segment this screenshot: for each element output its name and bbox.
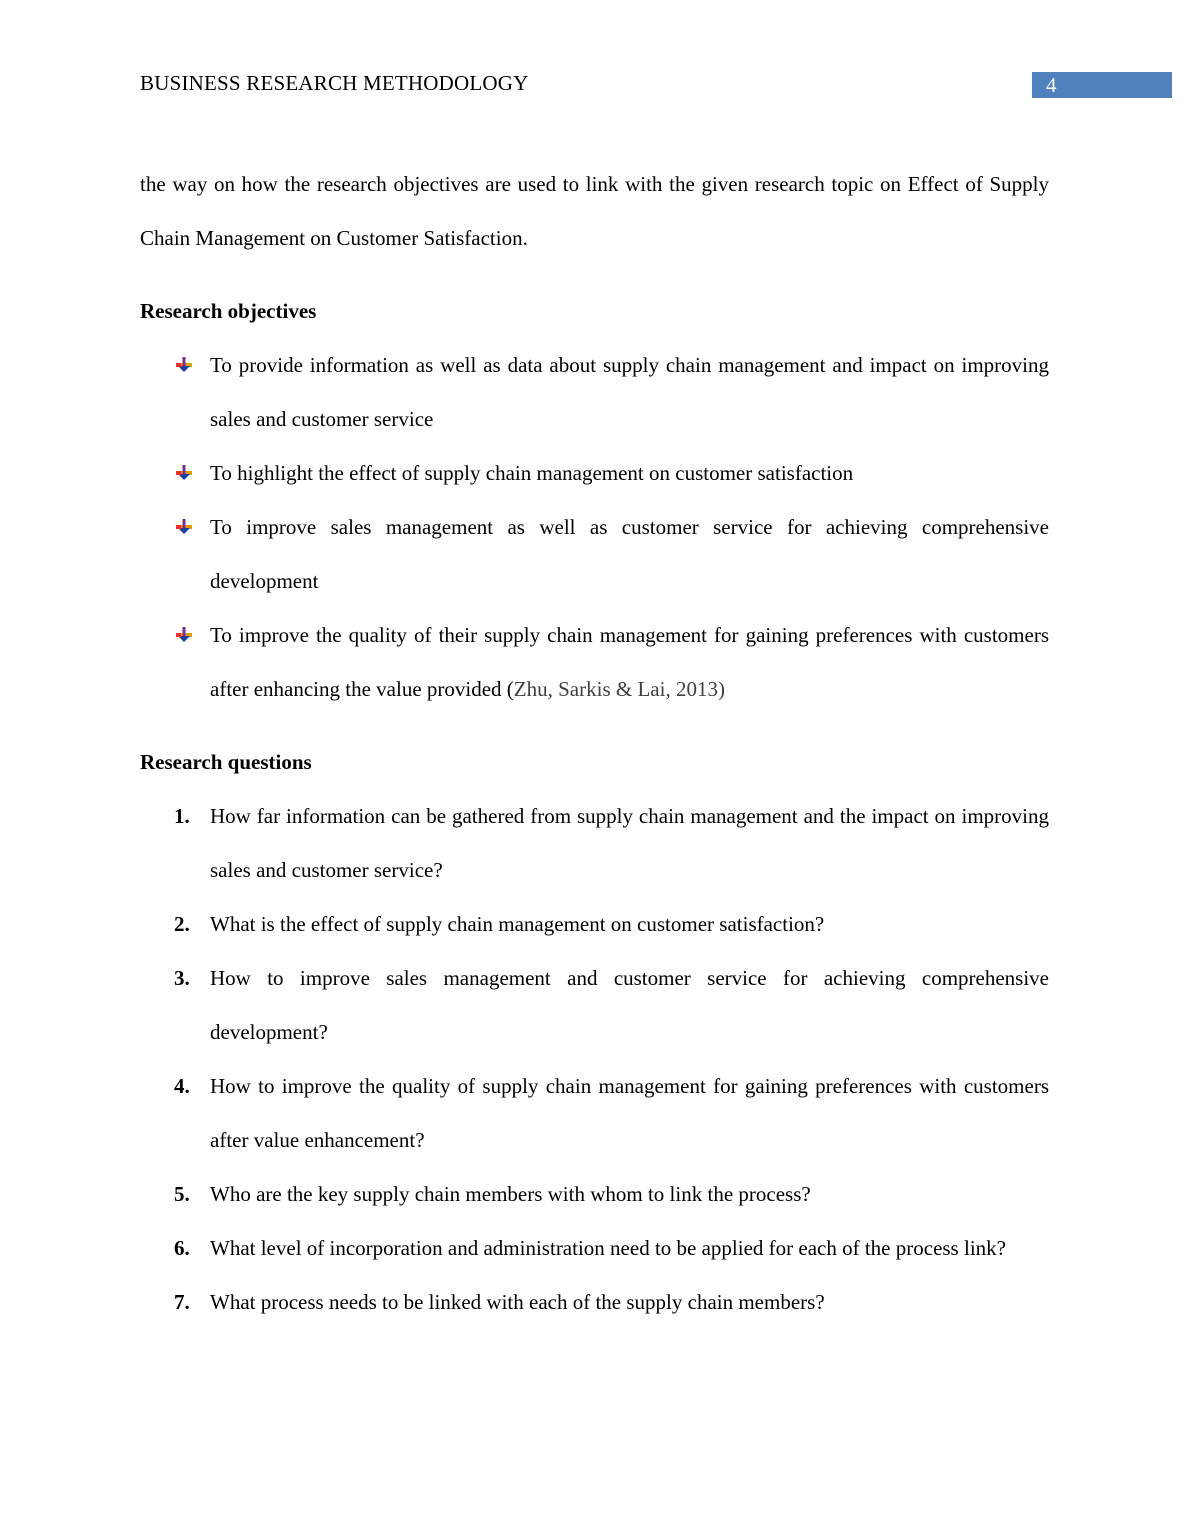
question-number: 1. xyxy=(174,804,190,828)
list-item xyxy=(140,1059,1049,1167)
question-number: 4. xyxy=(174,1074,190,1098)
question-number: 6. xyxy=(174,1236,190,1260)
list-item xyxy=(140,608,1049,716)
question-text: What process needs to be linked with each of the supply chain members? xyxy=(210,1290,825,1314)
citation: Zhu, Sarkis & Lai, 2013) xyxy=(513,677,725,701)
questions-heading: Research questions xyxy=(140,750,312,774)
question-text: How far information can be gathered from supply chain management and the impact on improving sales and customer service? xyxy=(210,804,1049,882)
question-number: 3. xyxy=(174,966,190,990)
question-text: How to improve the quality of supply chain management for gaining preferences with customers after value enhancement? xyxy=(210,1074,1049,1152)
list-item xyxy=(140,338,1049,446)
question-text: What is the effect of supply chain management on customer satisfaction? xyxy=(210,912,825,936)
intro-paragraph: the way on how the research objectives are used to link with the given research topic on Effect of Supply Chain Management on Customer Satisfaction. xyxy=(140,172,1049,250)
question-text: What level of incorporation and administration need to be applied for each of the process link? xyxy=(210,1236,1006,1260)
objective-text: To highlight the effect of supply chain management on customer satisfaction xyxy=(210,461,854,485)
header-title: BUSINESS RESEARCH METHODOLOGY xyxy=(140,71,529,95)
page-number: 4 xyxy=(1032,72,1172,98)
arrow-down-bullet-icon xyxy=(176,627,192,643)
arrow-down-bullet-icon xyxy=(176,465,192,481)
list-item xyxy=(140,951,1049,1059)
list-item xyxy=(140,1275,1049,1329)
list-item xyxy=(140,500,1049,608)
question-number: 7. xyxy=(174,1290,190,1314)
question-text: How to improve sales management and customer service for achieving comprehensive development? xyxy=(210,966,1049,1044)
objective-text: To provide information as well as data about supply chain management and impact on improving sales and customer service xyxy=(210,353,1049,431)
arrow-down-bullet-icon xyxy=(176,519,192,535)
question-number: 2. xyxy=(174,912,190,936)
objectives-list xyxy=(140,338,1049,716)
list-item xyxy=(140,446,1049,500)
list-item xyxy=(140,897,1049,951)
list-item xyxy=(140,1221,1049,1275)
objectives-heading: Research objectives xyxy=(140,299,317,323)
question-text: Who are the key supply chain members with whom to link the process? xyxy=(210,1182,811,1206)
question-number: 5. xyxy=(174,1182,190,1206)
arrow-down-bullet-icon xyxy=(176,357,192,373)
questions-list xyxy=(140,789,1049,1329)
list-item xyxy=(140,789,1049,897)
objective-text: To improve the quality of their supply chain management for gaining preferences with customers after enhancing the value provided ( xyxy=(210,623,1049,701)
objective-text: To improve sales management as well as customer service for achieving comprehensive development xyxy=(210,515,1049,593)
list-item xyxy=(140,1167,1049,1221)
document-body xyxy=(140,157,1049,1329)
